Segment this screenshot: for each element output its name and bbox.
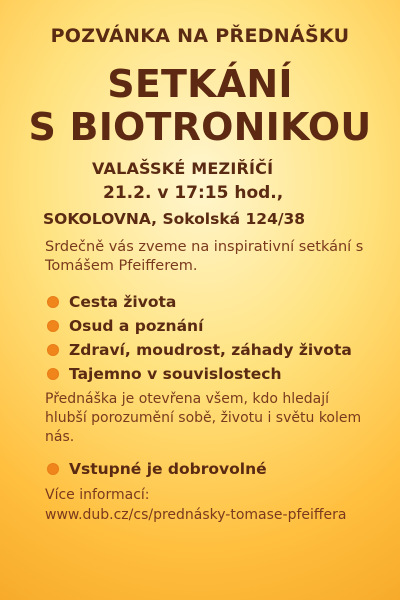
topic-label: Zdraví, moudrost, záhady života	[69, 341, 352, 359]
intro-text: Srdečně vás zveme na inspirativní setkání s Tomášem Pfeifferem.	[45, 239, 364, 274]
more-info-link[interactable]: www.dub.cz/cs/prednásky-tomase-pfeiffera	[45, 507, 347, 523]
orange-dot-icon	[47, 463, 59, 475]
invitation-kicker: POZVÁNKA NA PŘEDNÁŠKU	[50, 25, 350, 47]
topic-item	[47, 338, 367, 362]
topic-label: Tajemno v souvislostech	[69, 365, 282, 383]
title-line-2: S BIOTRONIKOU	[28, 105, 372, 149]
orange-dot-icon	[47, 344, 59, 356]
admission-note	[47, 458, 367, 480]
orange-dot-icon	[47, 320, 59, 332]
topic-list	[47, 290, 367, 386]
topic-item	[47, 362, 367, 386]
event-venue: SOKOLOVNA, Sokolská 124/38	[43, 210, 306, 228]
event-date-time: 21.2. v 17:15 hod.,	[103, 183, 284, 203]
description-paragraph: Přednáška je otevřena všem, kdo hledají hlubší porozumění sobě, životu i světu kolem nás.	[45, 391, 362, 445]
topic-item	[47, 290, 367, 314]
event-city: VALAŠSKÉ MEZIŘÍČÍ	[92, 159, 274, 178]
orange-dot-icon	[47, 296, 59, 308]
more-info-label: Více informací:	[45, 487, 150, 503]
topic-label: Cesta života	[69, 293, 177, 311]
orange-dot-icon	[47, 368, 59, 380]
topic-label: Osud a poznání	[69, 317, 204, 335]
admission-label: Vstupné je dobrovolné	[69, 460, 267, 478]
topic-item	[47, 314, 367, 338]
title-line-1: SETKÁNÍ	[107, 62, 293, 106]
